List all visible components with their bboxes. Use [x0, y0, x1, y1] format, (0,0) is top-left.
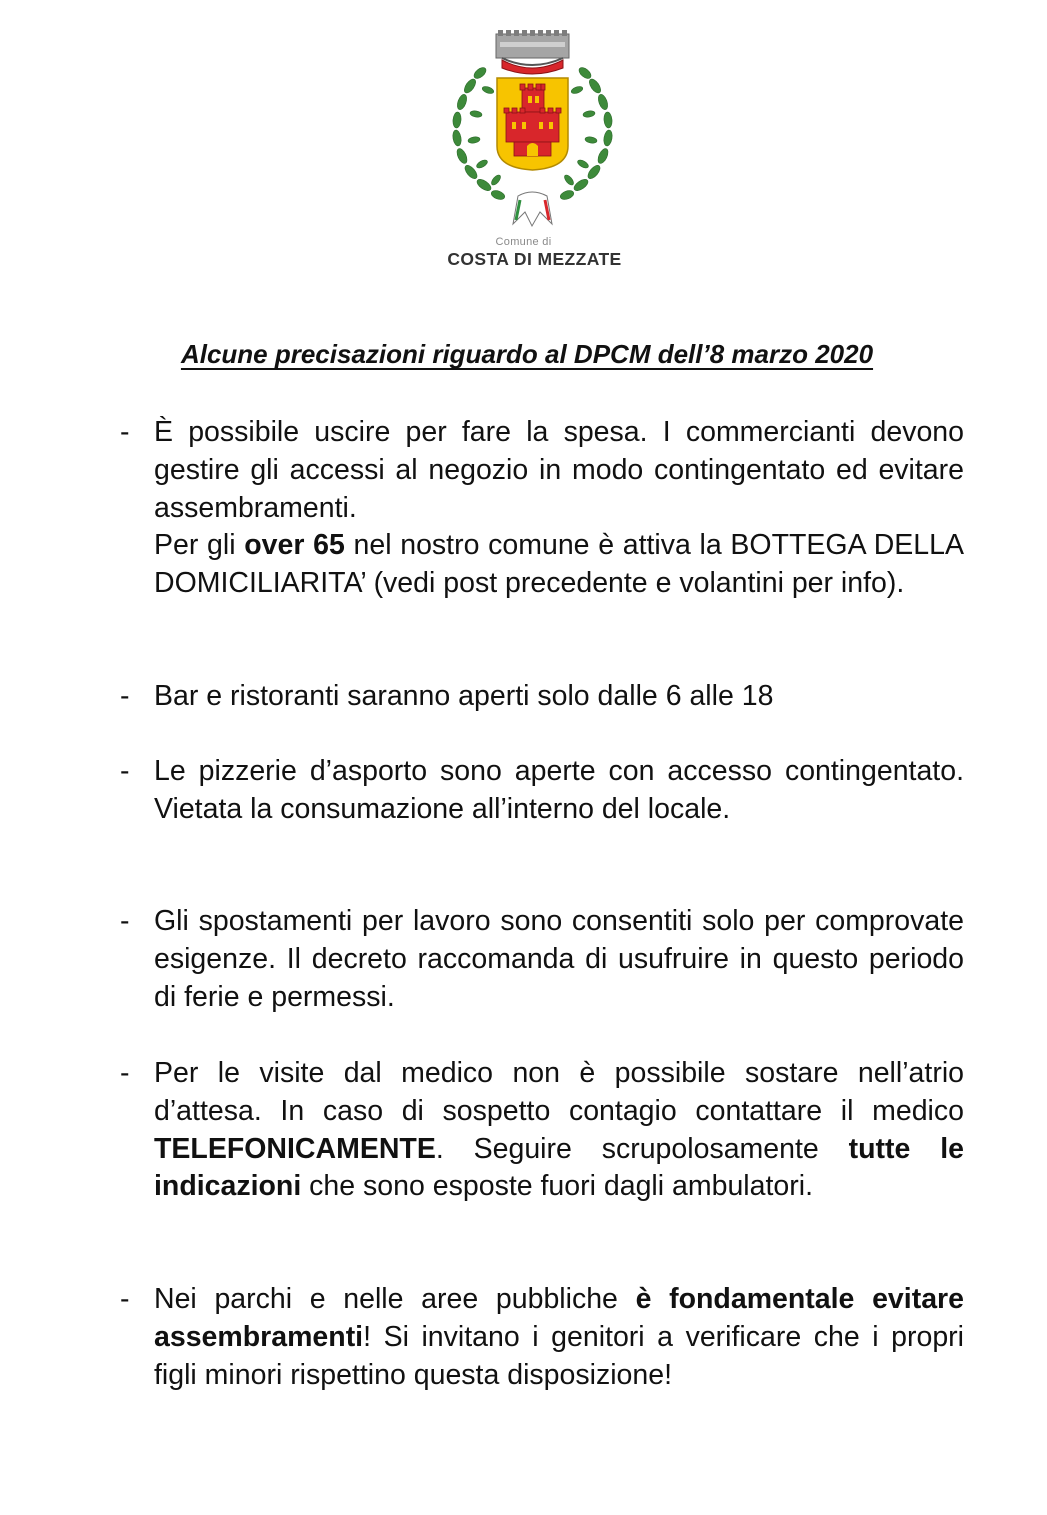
- bullet-dash: -: [120, 680, 130, 712]
- list-item: [120, 414, 964, 603]
- item-bold-text: tutte le indicazioni: [154, 1132, 964, 1203]
- item-text: che sono esposte fuori dagli ambulatori.: [301, 1170, 813, 1203]
- item-text: Per gli: [154, 529, 245, 562]
- item-paragraph: Bar e ristoranti saranno aperti solo dalle 6 alle 18: [154, 680, 774, 712]
- list-item: [120, 1281, 964, 1394]
- bullet-dash: -: [120, 755, 130, 787]
- list-item: [120, 753, 964, 829]
- item-bold-text: è fondamentale evitare assembramenti: [154, 1283, 964, 1353]
- bullet-dash: -: [120, 1283, 130, 1315]
- item-text: ! Si invitano i genitori a verificare che i propri figli minori rispettino questa disposizione!: [154, 1320, 964, 1391]
- item-text: Per le visite dal medico non è possibile sostare nell’atrio d’attesa. In caso di sospetto contagio contattare il medico: [154, 1057, 964, 1127]
- bullet-dash: -: [120, 905, 130, 937]
- item-text: nel nostro comune è attiva la BOTTEGA DELLA DOMICILIARITA’ (vedi post precedente e volantini per info).: [154, 529, 964, 600]
- comune-name: COSTA DI MEZZATE: [447, 249, 622, 269]
- item-paragraph: Gli spostamenti per lavoro sono consentiti solo per comprovate esigenze. Il decreto raccomanda di usufruire in questo periodo di ferie e permessi.: [154, 905, 964, 1013]
- list-item: [120, 1055, 964, 1206]
- page-title: [0, 339, 1047, 370]
- item-paragraph: [154, 527, 964, 603]
- bullet-dash: -: [120, 1057, 130, 1089]
- item-bold-text: TELEFONICAMENTE: [154, 1132, 436, 1165]
- bullet-dash: -: [120, 416, 130, 448]
- item-paragraph: [154, 1055, 964, 1206]
- item-paragraph: È possibile uscire per fare la spesa. I commercianti devono gestire gli accessi al negozio in modo contingentato ed evitare assembramenti.: [154, 416, 964, 524]
- comune-prefix: Comune di: [495, 236, 552, 248]
- item-paragraph: Le pizzerie d’asporto sono aperte con accesso contingentato. Vietata la consumazione all’interno del locale.: [154, 755, 964, 825]
- list-item: [120, 678, 964, 716]
- list-item: [120, 903, 964, 1016]
- item-paragraph: [154, 1281, 964, 1394]
- item-text: . Seguire scrupolosamente: [435, 1132, 849, 1165]
- coat-of-arms-logo: [440, 28, 625, 233]
- item-text: Nei parchi e nelle aree pubbliche: [154, 1283, 636, 1315]
- item-bold-text: over 65: [244, 529, 345, 562]
- page-title-text: Alcune precisazioni riguardo al DPCM dell’8 marzo 2020: [180, 339, 874, 369]
